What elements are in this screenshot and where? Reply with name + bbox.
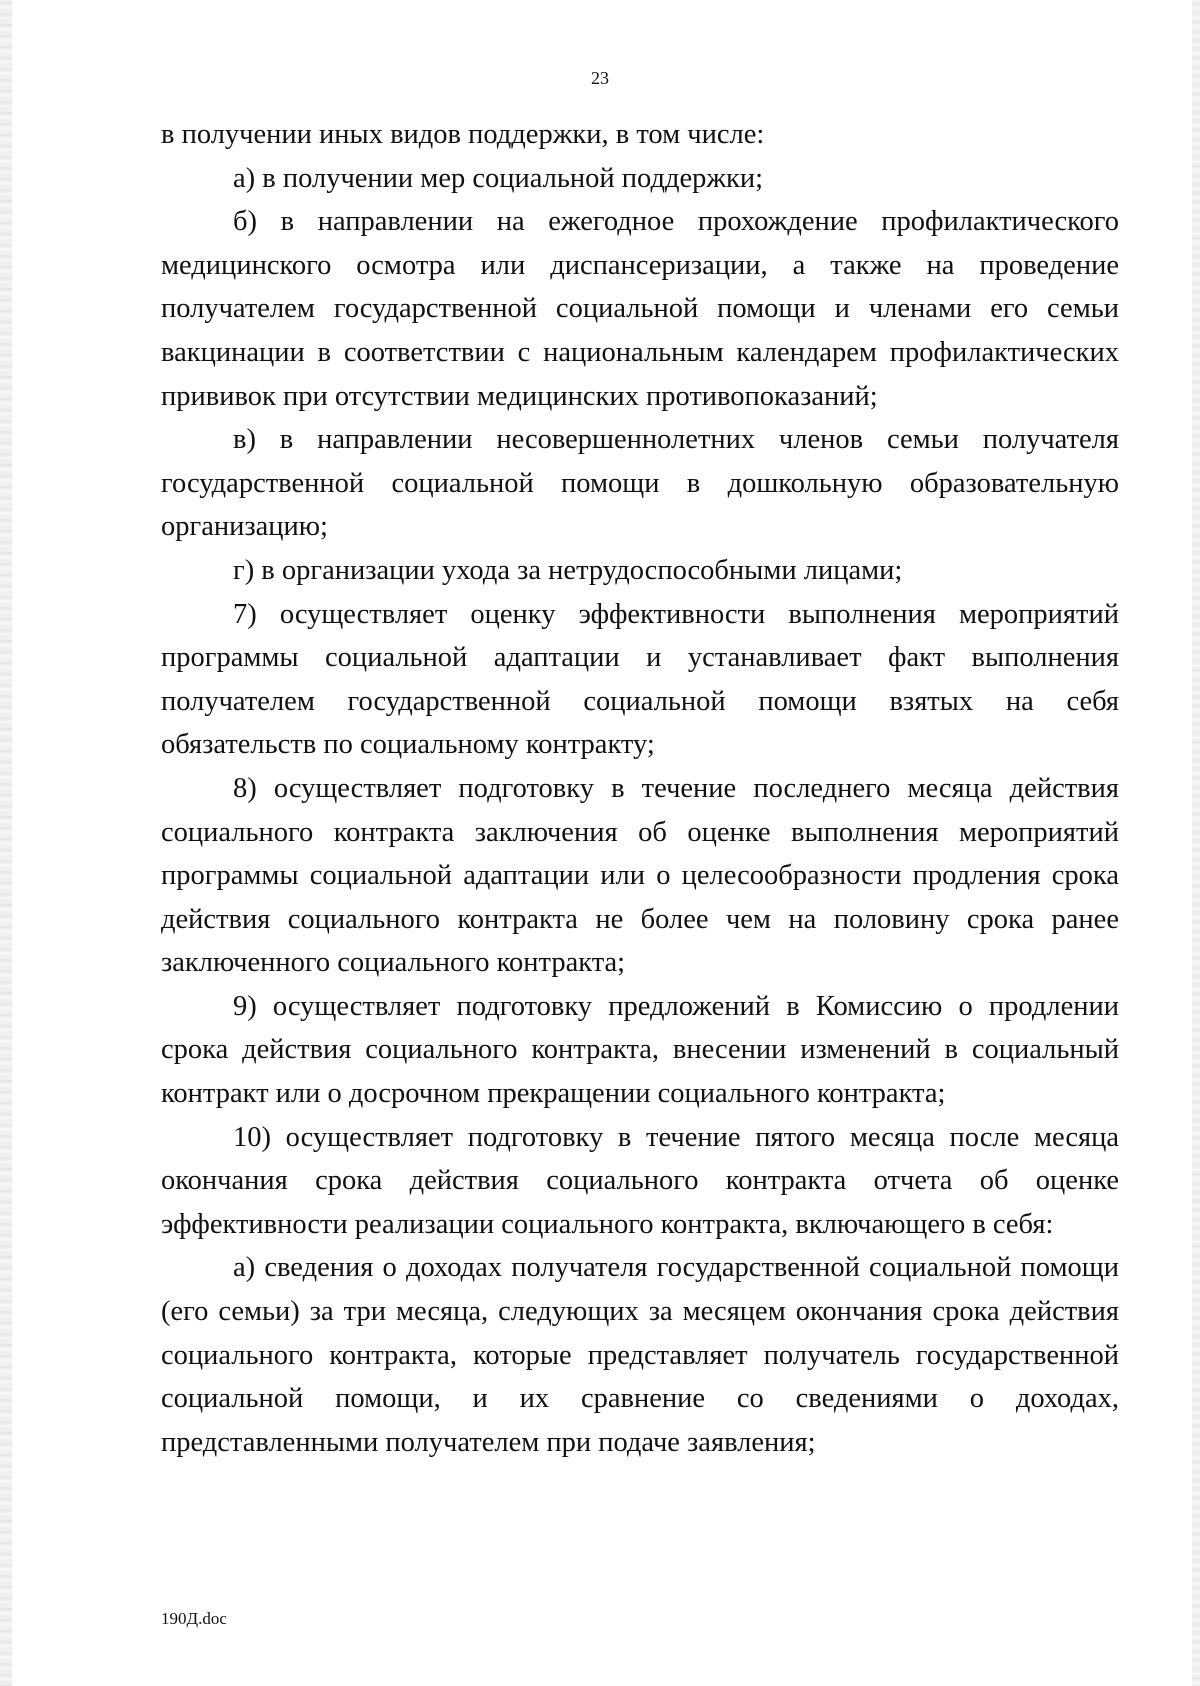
paragraph-item-a: а) в получении мер социальной поддержки; [233, 162, 764, 194]
paragraph-item-8: 8) осуществляет подготовку в течение последнего месяца действия социального контракта заключения об оценке выполнения мероприятий программы социальной адаптации или о целесообразности продления срока действия социального контракта не более чем на половину срока ранее заключенного социального контракта; [161, 772, 1119, 979]
page-number: 23 [591, 68, 609, 88]
scan-edge-left [0, 0, 12, 1686]
paragraph-item-b: б) в направлении на ежегодное прохождение профилактического медицинского осмотра или диспансеризации, а также на проведение получателем государственной социальной помощи и членами его семьи вакцинации в соответствии с национальным календарем профилактических прививок при отсутствии медицинских противопоказаний; [161, 206, 1119, 412]
paragraph-item-10: 10) осуществляет подготовку в течение пятого месяца после месяца окончания срока действия социального контракта отчета об оценке эффективности реализации социального контракта, включающего в себя: [161, 1121, 1119, 1240]
scan-edge-right [1192, 0, 1200, 1686]
paragraph-item-9: 9) осуществляет подготовку предложений в Комиссию о продлении срока действия социального контракта, внесении изменений в социальный контракт или о досрочном прекращении социального контракта; [161, 990, 1119, 1110]
paragraph-item-g: г) в организации ухода за нетрудоспособными лицами; [233, 554, 903, 586]
footer-document-name: 190Д.doc [161, 1609, 227, 1628]
document-body [161, 113, 1119, 1464]
paragraph-item-10a: а) сведения о доходах получателя государственной социальной помощи (его семьи) за три месяца, следующих за месяцем окончания срока действия социального контракта, которые представляет получатель государственной социальной помощи, и их сравнение со сведениями о доходах, представленными получателем при подаче заявления; [161, 1252, 1119, 1458]
paragraph-item-7: 7) осуществляет оценку эффективности выполнения мероприятий программы социальной адаптации и устанавливает факт выполнения получателем государственной социальной помощи взятых на себя обязательств по социальному контракту; [161, 598, 1119, 761]
paragraph-continuation: в получении иных видов поддержки, в том числе: [161, 119, 765, 150]
paragraph-item-v: в) в направлении несовершеннолетних членов семьи получателя государственной социальной помощи в дошкольную образовательную организацию; [161, 424, 1119, 543]
